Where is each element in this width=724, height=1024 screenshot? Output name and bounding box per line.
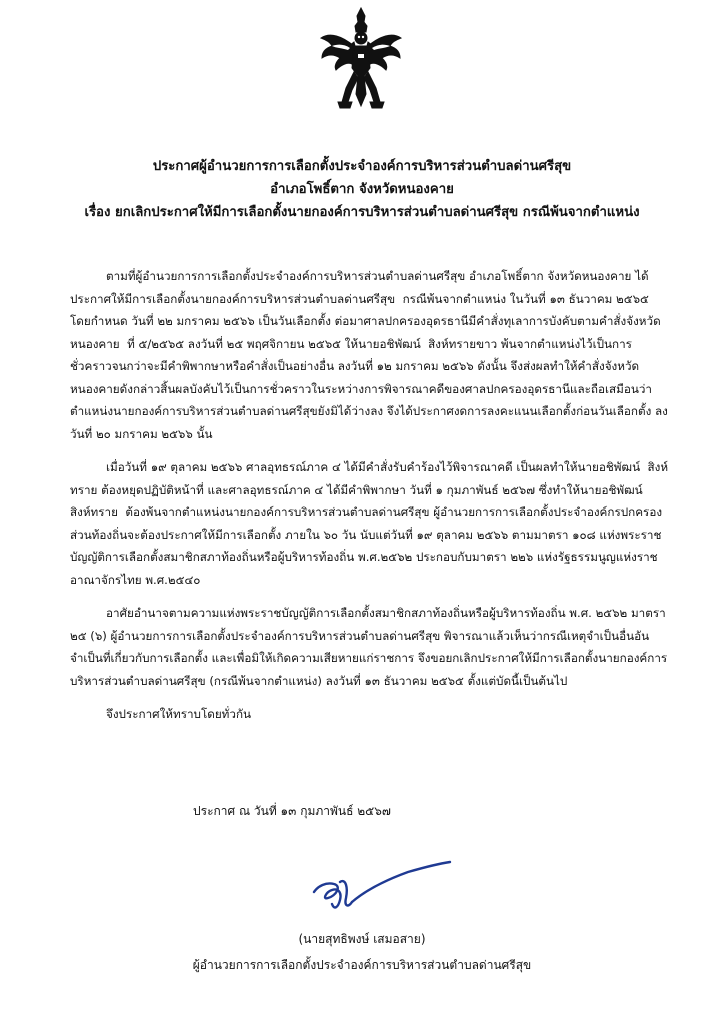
district-province: อำเภอโพธิ์ตาก จังหวัดหนองคาย [270,182,454,197]
announcement-title: ประกาศผู้อำนวยการการเลือกตั้งประจำองค์การบริหารส่วนตำบลด่านศรีสุข [152,159,572,174]
announcement-date: ประกาศ ณ วันที่ ๑๓ กุมภาพันธ์ ๒๕๖๗ [193,804,391,818]
paragraph-background: ตามที่ผู้อำนวยการการเลือกตั้งประจำองค์การบริหารส่วนตำบลด่านศรีสุข อำเภอโพธิ์ตาก จังหวัดหนองคาย ได้ประกาศให้มีการเลือกตั้งนายกองค์การบริหารส่วนตำบลด่านศรีสุข กรณีพ้นจากตำแหน่ง ในวันที่ ๑๓ ธันวาคม ๒๕๖๕ โดยกำหนด วันที่ ๒๒ มกราคม ๒๕๖๖ เป็นวันเลือกตั้ง ต่อมาศาลปกครองอุดรธานีมีคำสั่งทุเลาการบังคับตามคำสั่งจังหวัดหนองคาย ที่ ๕/๒๕๖๕ ลงวันที่ ๒๕ พฤศจิกายน ๒๕๖๕ ให้นายอชิพัฒน์ สิงห์ทรายขาว พ้นจากตำแหน่งไว้เป็นการชั่วคราวจนกว่าจะมีคำพิพากษาหรือคำสั่งเป็นอย่างอื่น ลงวันที่ ๑๒ มกราคม ๒๕๖๖ ดังนั้น จึงส่งผลทำให้คำสั่งจังหวัดหนองคายดังกล่าวสิ้นผลบังคับไว้เป็นการชั่วคราวในระหว่างการพิจารณาคดีของศาลปกครองอุดรธานีและถือเสมือนว่าตำแหน่งนายกองค์การบริหารส่วนตำบลด่านศรีสุขยังมิได้ว่างลง จึงได้ประกาศงดการลงคะแนนเลือกตั้งก่อนวันเลือกตั้ง ลงวันที่ ๒๐ มกราคม ๒๕๖๖ นั้น [70,269,668,441]
announcement-subject: เรื่อง ยกเลิกประกาศให้มีการเลือกตั้งนายกองค์การบริหารส่วนตำบลด่านศรีสุข กรณีพ้นจากตำแหน่ง [84,205,640,220]
paragraph-cancellation: อาศัยอำนาจตามความแห่งพระราชบัญญัติการเลือกตั้งสมาชิกสภาท้องถิ่นหรือผู้บริหารท้องถิ่น พ.ศ. ๒๕๖๒ มาตรา ๒๕ (๖) ผู้อำนวยการการเลือกตั้งประจำองค์การบริหารส่วนตำบลด่านศรีสุข พิจารณาแล้วเห็นว่ากรณีเหตุจำเป็นอื่นอันจำเป็นที่เกี่ยวกับการเลือกตั้ง และเพื่อมิให้เกิดความเสียหายแก่ราชการ จึงขอยกเลิกประกาศให้มีการเลือกตั้งนายกองค์การบริหารส่วนตำบลด่านศรีสุข (กรณีพ้นจากตำแหน่ง) ลงวันที่ ๑๓ ธันวาคม ๒๕๖๕ ตั้งแต่บัดนี้เป็นต้นไป [70,606,670,688]
garuda-emblem-icon [318,6,404,114]
paragraph-closing: จึงประกาศให้ทราบโดยทั่วกัน [106,707,252,721]
handwritten-signature [296,852,456,922]
announcement-body [70,265,670,736]
signatory-name: (นายสุทธิพงษ์ เสมอสาย) [298,932,426,946]
signatory-title: ผู้อำนวยการการเลือกตั้งประจำองค์การบริหารส่วนตำบลด่านศรีสุข [192,958,532,972]
paragraph-court-ruling: เมื่อวันที่ ๑๙ ตุลาคม ๒๕๖๖ ศาลอุทธรณ์ภาค ๔ ได้มีคำสั่งรับคำร้องไว้พิจารณาคดี เป็นผลทำให้นายอชิพัฒน์ สิงห์ทราย ต้องหยุดปฏิบัติหน้าที่ และศาลอุทธรณ์ภาค ๔ ได้มีคำพิพากษา วันที่ ๑ กุมภาพันธ์ ๒๕๖๗ ซึ่งทำให้นายอชิพัฒน์ สิงห์ทราย ต้องพ้นจากตำแหน่งนายกองค์การบริหารส่วนตำบลด่านศรีสุข ผู้อำนวยการการเลือกตั้งประจำองค์กรปกครองส่วนท้องถิ่นจะต้องประกาศให้มีการเลือกตั้ง ภายใน ๖๐ วัน นับแต่วันที่ ๑๙ ตุลาคม ๒๕๖๖ ตามมาตรา ๑๐๘ แห่งพระราชบัญญัติการเลือกตั้งสมาชิกสภาท้องถิ่นหรือผู้บริหารท้องถิ่น พ.ศ.๒๕๖๒ ประกอบกับมาตรา ๒๒๖ แห่งรัฐธรรมนูญแห่งราชอาณาจักรไทย พ.ศ.๒๕๔๐ [70,460,669,587]
